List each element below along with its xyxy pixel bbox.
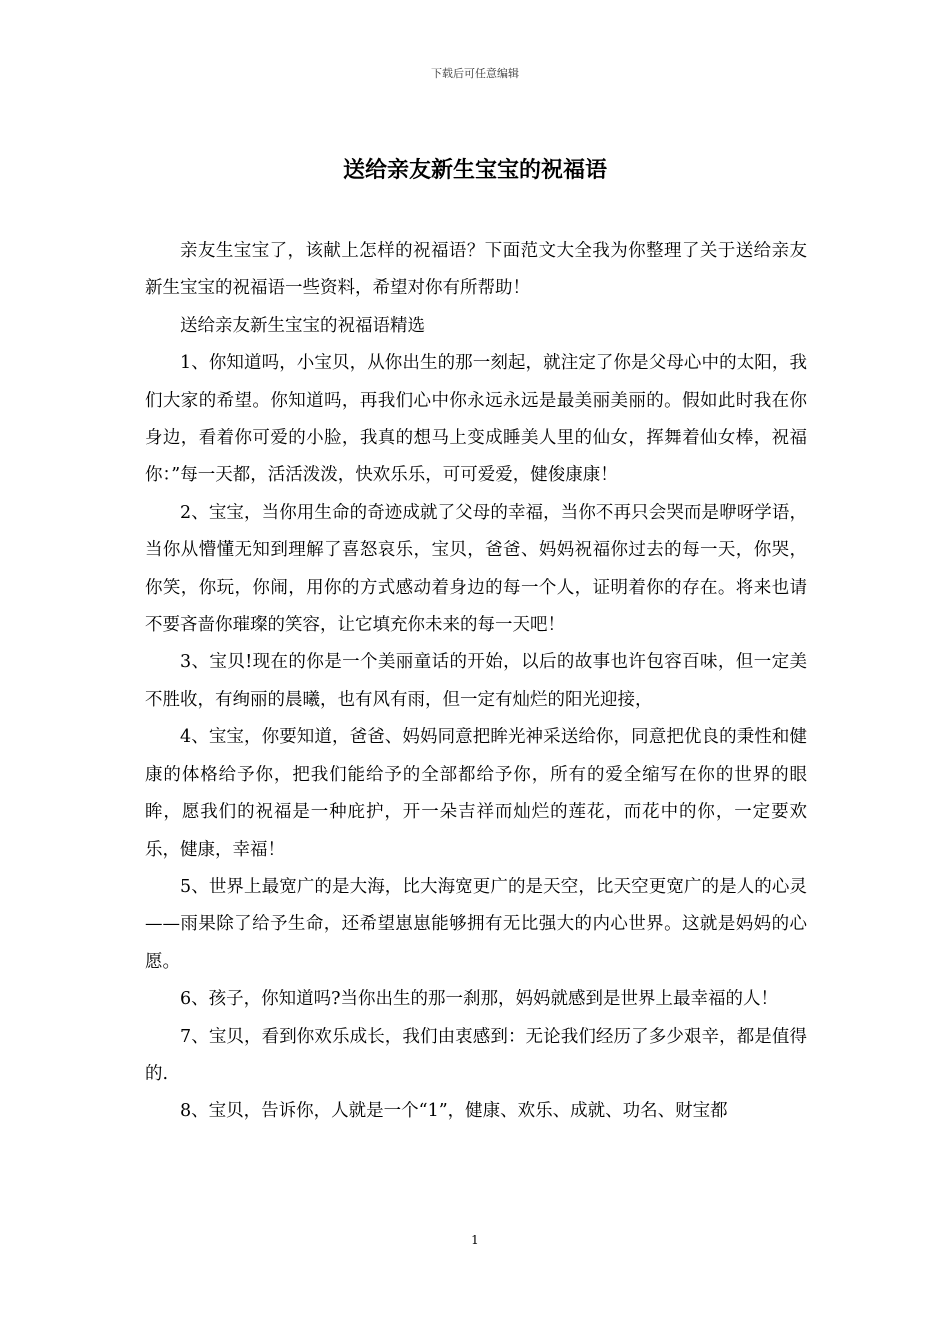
header-note: 下载后可任意编辑 [431, 67, 519, 80]
blessing-paragraph-3: 3、宝贝!现在的你是一个美丽童话的开始，以后的故事也许包容百味，但一定美不胜收，有绚丽的晨曦，也有风有雨，但一定有灿烂的阳光迎接， [145, 652, 807, 710]
section-heading: 送给亲友新生宝宝的祝福语精选 [180, 315, 425, 336]
page-number: 1 [471, 1233, 479, 1247]
blessing-paragraph-4: 4、宝宝，你要知道，爸爸、妈妈同意把眸光神采送给你，同意把优良的秉性和健康的体格给予你，把我们能给予的全部都给予你，所有的爱全缩写在你的世界的眼眸，愿我们的祝福是一种庇护，开一朵吉祥而灿烂的莲花，而花中的你，一定要欢乐，健康，幸福！ [145, 727, 807, 860]
intro-paragraph: 亲友生宝宝了，该献上怎样的祝福语？下面范文大全我为你整理了关于送给亲友新生宝宝的祝福语一些资料，希望对你有所帮助！ [145, 241, 807, 299]
blessing-paragraph-5: 5、世界上最宽广的是大海，比大海宽更广的是天空，比天空更宽广的是人的心灵——雨果除了给予生命，还希望崽崽能够拥有无比强大的内心世界。这就是妈妈的心愿。 [145, 876, 807, 972]
document-body [145, 233, 807, 1131]
blessing-paragraph-8: 8、宝贝，告诉你，人就是一个“1”，健康、欢乐、成就、功名、财宝都 [180, 1101, 728, 1122]
document-title: 送给亲友新生宝宝的祝福语 [342, 157, 607, 183]
blessing-paragraph-2: 2、宝宝，当你用生命的奇迹成就了父母的幸福，当你不再只会哭而是咿呀学语，当你从懵懂无知到理解了喜怒哀乐，宝贝，爸爸、妈妈祝福你过去的每一天，你哭，你笑，你玩，你闹，用你的方式感动着身边的每一个人，证明着你的存在。将来也请不要吝啬你璀璨的笑容，让它填充你未来的每一天吧！ [145, 502, 807, 636]
blessing-paragraph-7: 7、宝贝，看到你欢乐成长，我们由衷感到：无论我们经历了多少艰辛，都是值得的. [145, 1026, 807, 1084]
blessing-paragraph-1: 1、你知道吗，小宝贝，从你出生的那一刻起，就注定了你是父母心中的太阳，我们大家的希望。你知道吗，再我们心中你永远永远是最美丽美丽的。假如此时我在你身边，看着你可爱的小脸，我真的想马上变成睡美人里的仙女，挥舞着仙女棒，祝福你：”每一天都，活活泼泼，快欢乐乐，可可爱爱，健俊康康！ [145, 353, 807, 486]
blessing-paragraph-6: 6、孩子，你知道吗?当你出生的那一刹那，妈妈就感到是世界上最幸福的人！ [180, 989, 779, 1010]
